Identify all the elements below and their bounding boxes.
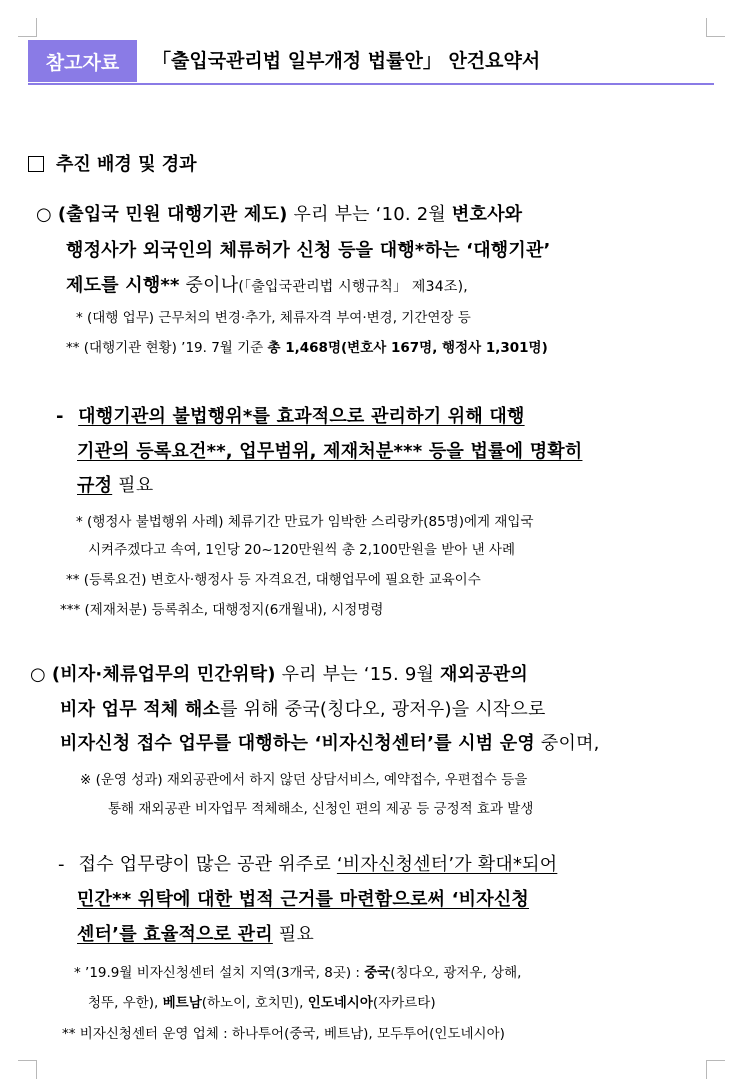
sub1-line1: [56, 402, 525, 428]
item1-line1: [36, 200, 522, 226]
crop-mark-top-left: [18, 18, 37, 37]
sub1-line3: [77, 471, 153, 497]
sub2-note1-line2: [88, 991, 436, 1011]
sub2-line3-bold: 센터’를 효율적으로 관리: [77, 924, 273, 945]
reference-badge: 참고자료: [28, 40, 137, 82]
sub1-note2: ** (등록요건) 변호사·행정사 등 자격요건, 대행업무에 필요한 교육이수: [66, 572, 481, 588]
sub2-line1: [58, 850, 557, 876]
sub2-line1-text: 접수 업무량이 많은 공관 위주로: [78, 854, 337, 875]
item1-note2-bold: 총 1,468명(변호사 167명, 행정사 1,301명): [267, 340, 548, 356]
sub2-note2: ** 비자신청센터 운영 업체 : 하나투어(중국, 베트남), 모두투어(인도네시아): [62, 1026, 505, 1042]
item2-line1: [30, 660, 528, 686]
sub1-line2: 기관의 등록요건**, 업무범위, 제재처분*** 등을 법률에 명확히: [77, 441, 583, 462]
section-heading: [28, 150, 197, 176]
sub1-line1-text: 대행기관의 불법행위*를 효과적으로 관리하기 위해 대행: [78, 406, 525, 427]
sub1-note1-line2: 시켜주겠다고 속여, 1인당 20~120만원씩 총 2,100만원을 받아 낸 사례: [88, 542, 516, 558]
sub1-line3-text: 필요: [112, 475, 154, 496]
document-title: 「출입국관리법 일부개정 법률안」 안건요약서: [152, 50, 541, 72]
crop-mark-top-right: [706, 18, 725, 37]
crop-mark-bottom-right: [706, 1060, 725, 1079]
sub1-note1-line1: * (행정사 불법행위 사례) 체류기간 만료가 임박한 스리랑카(85명)에게 재입국: [76, 514, 534, 530]
sub2-note1-l2-text: 청뚜, 우한),: [88, 995, 163, 1011]
sub2-note1-line1: [74, 961, 521, 981]
item2-line3-bold: 비자신청 접수 업무를 대행하는 ‘비자신청센터’를 시범 운영: [60, 733, 535, 754]
item1-line3-text: 중이나: [179, 275, 239, 296]
item1-line2: 행정사가 외국인의 체류허가 신청 등을 대행*하는 ‘대행기관’: [66, 240, 551, 261]
sub2-note1-country: 중국: [364, 965, 391, 981]
item2-line2-bold: 비자 업무 적체 해소: [60, 699, 221, 720]
item1-line3: [66, 271, 468, 297]
crop-mark-bottom-left: [18, 1060, 37, 1079]
item2-text-bold: 재외공관의: [440, 664, 528, 685]
item1-text-bold: 변호사와: [451, 204, 523, 225]
sub2-note1-cities: (칭다오, 광저우, 상해,: [390, 965, 522, 981]
item1-note2: [66, 336, 548, 356]
item1-line3-bold: 제도를 시행**: [66, 275, 180, 296]
sub2-line2: 민간** 위탁에 대한 법적 근거를 마련함으로써 ‘비자신청: [77, 889, 529, 910]
item1-note2-text: ** (대행기관 현황) ’19. 7월 기준: [66, 340, 268, 356]
bullet-circle-icon: ○: [36, 204, 52, 225]
sub2-note1-l2-cities2: (자카르타): [372, 995, 436, 1011]
sub2-line1-underlined: ‘비자신청센터’가 확대*되어: [336, 854, 558, 875]
sub2-line3: [77, 920, 314, 946]
item2-line2: [60, 695, 546, 721]
sub2-note1-l2-cities1: (하노이, 호치민),: [201, 995, 308, 1011]
dash-marker: -: [56, 406, 64, 427]
item1-law-reference: (「출입국관리법 시행규칙」 제34조),: [238, 279, 468, 295]
sub2-note1-text: * ’19.9월 비자신청센터 설치 지역(3개국, 8곳) :: [74, 965, 365, 981]
dash-marker: -: [58, 854, 65, 875]
item2-topic: (비자·체류업무의 민간위탁): [51, 664, 276, 685]
sub2-note1-l2-country2: 인도네시아: [307, 995, 373, 1011]
bullet-circle-icon: ○: [30, 664, 46, 685]
title-underline: [28, 83, 714, 85]
item2-line2-text: 를 위해 중국(칭다오, 광저우)을 시작으로: [220, 699, 546, 720]
sub2-line3-text: 필요: [272, 924, 314, 945]
item2-line3: [60, 729, 600, 755]
sub1-line3-bold: 규정: [77, 475, 113, 496]
item2-note-line1: ※ (운영 성과) 재외공관에서 하지 않던 상담서비스, 예약접수, 우편접수 등을: [80, 772, 528, 788]
item2-line3-text: 중이며,: [535, 733, 600, 754]
item2-text: 우리 부는 ‘15. 9월: [275, 664, 441, 685]
sub2-note1-l2-country1: 베트남: [162, 995, 202, 1011]
section-heading-text: 추진 배경 및 경과: [56, 154, 197, 175]
checkbox-square-icon: [28, 156, 44, 172]
item1-topic: (출입국 민원 대행기관 제도): [57, 204, 288, 225]
item1-text: 우리 부는 ‘10. 2월: [287, 204, 452, 225]
item1-note1: * (대행 업무) 근무처의 변경·추가, 체류자격 부여·변경, 기간연장 등: [76, 310, 471, 326]
sub1-note3: *** (제재처분) 등록취소, 대행정지(6개월내), 시정명령: [60, 602, 384, 618]
item2-note-line2: 통해 재외공관 비자업무 적체해소, 신청인 편의 제공 등 긍정적 효과 발생: [108, 801, 534, 817]
